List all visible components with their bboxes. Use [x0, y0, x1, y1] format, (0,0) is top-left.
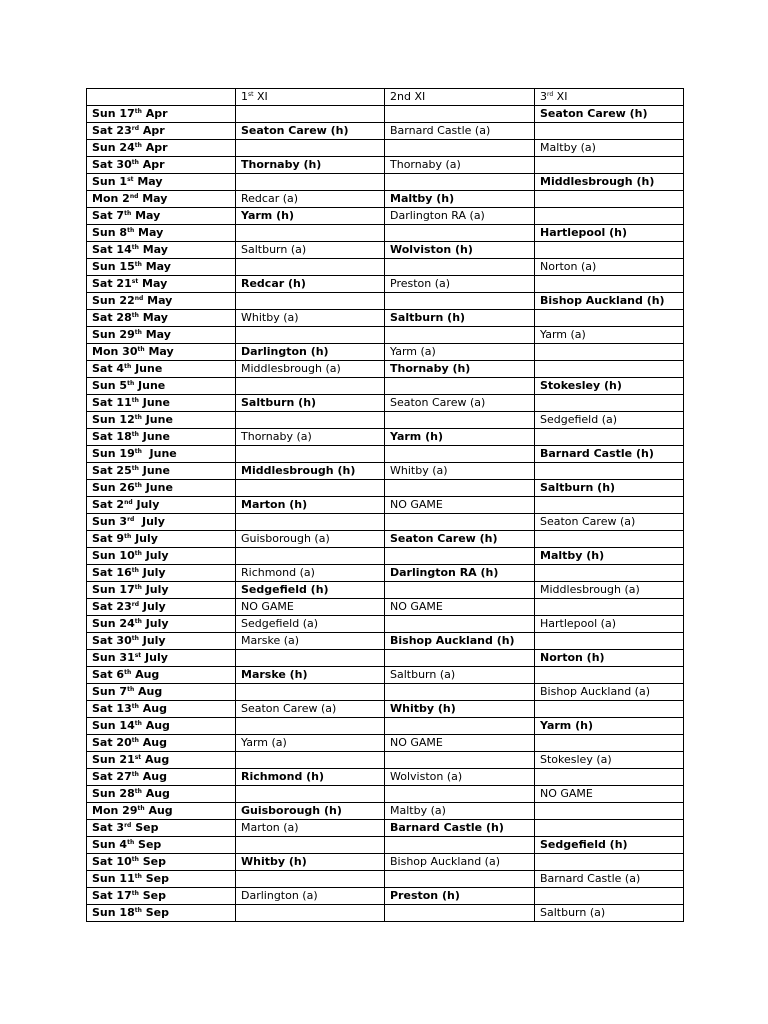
fixture-1st-xi: Whitby (h) — [236, 854, 385, 871]
fixture-3rd-xi — [535, 803, 684, 820]
fixture-2nd-xi — [385, 106, 535, 123]
fixture-1st-xi — [236, 786, 385, 803]
fixture-1st-xi: Marton (h) — [236, 497, 385, 514]
fixture-1st-xi: Thornaby (a) — [236, 429, 385, 446]
fixture-date: Sun 4th Sep — [87, 837, 236, 854]
fixture-date: Sun 8th May — [87, 225, 236, 242]
fixture-1st-xi — [236, 293, 385, 310]
fixture-1st-xi — [236, 650, 385, 667]
fixture-1st-xi: Guisborough (a) — [236, 531, 385, 548]
fixture-date: Sun 24th Apr — [87, 140, 236, 157]
fixture-2nd-xi: Darlington RA (a) — [385, 208, 535, 225]
fixture-2nd-xi: Whitby (a) — [385, 463, 535, 480]
fixture-1st-xi — [236, 837, 385, 854]
fixture-2nd-xi: Preston (h) — [385, 888, 535, 905]
fixture-date: Sun 15th May — [87, 259, 236, 276]
table-row — [87, 684, 684, 701]
table-row — [87, 565, 684, 582]
fixture-1st-xi: Darlington (a) — [236, 888, 385, 905]
fixture-3rd-xi — [535, 769, 684, 786]
fixture-3rd-xi — [535, 208, 684, 225]
fixture-2nd-xi: Wolviston (a) — [385, 769, 535, 786]
fixture-2nd-xi — [385, 905, 535, 922]
fixture-date: Sun 7th Aug — [87, 684, 236, 701]
table-row — [87, 786, 684, 803]
fixture-date: Sat 28th May — [87, 310, 236, 327]
fixture-date: Sun 29th May — [87, 327, 236, 344]
fixture-date: Sun 19th June — [87, 446, 236, 463]
fixture-2nd-xi: NO GAME — [385, 599, 535, 616]
fixture-1st-xi: Darlington (h) — [236, 344, 385, 361]
fixture-date: Sat 11th June — [87, 395, 236, 412]
fixture-3rd-xi — [535, 310, 684, 327]
table-row — [87, 769, 684, 786]
fixture-1st-xi — [236, 905, 385, 922]
table-row — [87, 242, 684, 259]
fixture-3rd-xi: Yarm (a) — [535, 327, 684, 344]
table-row — [87, 157, 684, 174]
fixture-date: Sat 16th July — [87, 565, 236, 582]
fixture-3rd-xi: Bishop Auckland (h) — [535, 293, 684, 310]
header-date — [87, 89, 236, 106]
fixture-date: Mon 30th May — [87, 344, 236, 361]
fixture-2nd-xi: Thornaby (h) — [385, 361, 535, 378]
fixture-2nd-xi — [385, 718, 535, 735]
table-row — [87, 327, 684, 344]
fixture-body — [87, 106, 684, 922]
table-row — [87, 820, 684, 837]
fixture-3rd-xi — [535, 701, 684, 718]
fixture-3rd-xi: Saltburn (h) — [535, 480, 684, 497]
fixture-3rd-xi — [535, 242, 684, 259]
fixture-date: Sat 17th Sep — [87, 888, 236, 905]
fixture-2nd-xi: Barnard Castle (h) — [385, 820, 535, 837]
table-row — [87, 888, 684, 905]
fixture-1st-xi — [236, 752, 385, 769]
fixture-1st-xi: Marske (h) — [236, 667, 385, 684]
fixture-3rd-xi — [535, 123, 684, 140]
fixture-2nd-xi: Bishop Auckland (a) — [385, 854, 535, 871]
fixture-3rd-xi: Hartlepool (a) — [535, 616, 684, 633]
table-row — [87, 395, 684, 412]
table-row — [87, 871, 684, 888]
fixture-date: Sat 30th Apr — [87, 157, 236, 174]
table-row — [87, 140, 684, 157]
fixture-3rd-xi — [535, 344, 684, 361]
fixture-2nd-xi — [385, 514, 535, 531]
fixture-date: Sat 20th Aug — [87, 735, 236, 752]
fixture-date: Sun 24th July — [87, 616, 236, 633]
table-row — [87, 548, 684, 565]
fixture-date: Sun 31st July — [87, 650, 236, 667]
fixture-1st-xi — [236, 259, 385, 276]
fixture-1st-xi: Middlesbrough (h) — [236, 463, 385, 480]
table-row — [87, 837, 684, 854]
fixture-3rd-xi — [535, 361, 684, 378]
table-row — [87, 599, 684, 616]
fixture-3rd-xi: NO GAME — [535, 786, 684, 803]
header-3rd-xi: 3rd XI — [535, 89, 684, 106]
table-row — [87, 480, 684, 497]
table-row — [87, 701, 684, 718]
fixture-date: Sun 3rd July — [87, 514, 236, 531]
fixture-2nd-xi — [385, 684, 535, 701]
fixture-date: Sat 2nd July — [87, 497, 236, 514]
fixture-2nd-xi: Seaton Carew (a) — [385, 395, 535, 412]
fixture-1st-xi — [236, 327, 385, 344]
table-row — [87, 378, 684, 395]
table-row — [87, 514, 684, 531]
fixture-2nd-xi — [385, 752, 535, 769]
fixture-1st-xi: Saltburn (a) — [236, 242, 385, 259]
fixture-date: Sun 28th Aug — [87, 786, 236, 803]
table-row — [87, 208, 684, 225]
fixture-3rd-xi — [535, 463, 684, 480]
fixture-1st-xi: Redcar (a) — [236, 191, 385, 208]
fixture-1st-xi — [236, 106, 385, 123]
fixture-1st-xi: Guisborough (h) — [236, 803, 385, 820]
fixture-2nd-xi — [385, 259, 535, 276]
fixture-3rd-xi — [535, 157, 684, 174]
fixture-2nd-xi: Yarm (a) — [385, 344, 535, 361]
fixture-2nd-xi: NO GAME — [385, 735, 535, 752]
fixture-2nd-xi: Yarm (h) — [385, 429, 535, 446]
fixture-1st-xi — [236, 140, 385, 157]
fixture-date: Sat 21st May — [87, 276, 236, 293]
fixture-2nd-xi — [385, 225, 535, 242]
table-row — [87, 429, 684, 446]
table-row — [87, 718, 684, 735]
fixture-1st-xi — [236, 174, 385, 191]
fixture-3rd-xi: Middlesbrough (a) — [535, 582, 684, 599]
fixture-1st-xi: Redcar (h) — [236, 276, 385, 293]
fixture-3rd-xi: Barnard Castle (a) — [535, 871, 684, 888]
fixture-2nd-xi: Bishop Auckland (h) — [385, 633, 535, 650]
fixture-3rd-xi — [535, 820, 684, 837]
fixture-2nd-xi — [385, 293, 535, 310]
fixture-3rd-xi — [535, 429, 684, 446]
table-row — [87, 582, 684, 599]
table-row — [87, 191, 684, 208]
fixture-3rd-xi — [535, 667, 684, 684]
fixture-3rd-xi: Stokesley (a) — [535, 752, 684, 769]
fixture-3rd-xi: Maltby (h) — [535, 548, 684, 565]
fixture-3rd-xi: Saltburn (a) — [535, 905, 684, 922]
fixture-date: Sun 21st Aug — [87, 752, 236, 769]
fixture-1st-xi — [236, 684, 385, 701]
fixture-1st-xi — [236, 718, 385, 735]
fixture-1st-xi — [236, 871, 385, 888]
fixture-3rd-xi: Sedgefield (a) — [535, 412, 684, 429]
fixture-2nd-xi: Darlington RA (h) — [385, 565, 535, 582]
fixture-2nd-xi: Maltby (a) — [385, 803, 535, 820]
fixture-date: Sat 18th June — [87, 429, 236, 446]
fixture-3rd-xi — [535, 497, 684, 514]
fixture-2nd-xi: NO GAME — [385, 497, 535, 514]
fixture-date: Sun 12th June — [87, 412, 236, 429]
fixture-2nd-xi: Preston (a) — [385, 276, 535, 293]
fixture-2nd-xi — [385, 650, 535, 667]
fixture-1st-xi — [236, 446, 385, 463]
fixture-2nd-xi — [385, 582, 535, 599]
fixture-3rd-xi: Barnard Castle (h) — [535, 446, 684, 463]
fixture-3rd-xi — [535, 888, 684, 905]
fixture-3rd-xi — [535, 599, 684, 616]
fixture-1st-xi: Saltburn (h) — [236, 395, 385, 412]
header-row — [87, 89, 684, 106]
fixture-date: Sat 10th Sep — [87, 854, 236, 871]
fixture-2nd-xi: Saltburn (a) — [385, 667, 535, 684]
fixture-1st-xi — [236, 514, 385, 531]
table-row — [87, 633, 684, 650]
fixture-1st-xi: Middlesbrough (a) — [236, 361, 385, 378]
fixture-date: Sun 11th Sep — [87, 871, 236, 888]
table-row — [87, 344, 684, 361]
table-row — [87, 463, 684, 480]
fixture-date: Sun 22nd May — [87, 293, 236, 310]
fixture-1st-xi: Seaton Carew (h) — [236, 123, 385, 140]
fixture-1st-xi: Whitby (a) — [236, 310, 385, 327]
fixture-1st-xi — [236, 548, 385, 565]
fixture-2nd-xi — [385, 412, 535, 429]
fixture-1st-xi: Sedgefield (a) — [236, 616, 385, 633]
table-row — [87, 310, 684, 327]
fixture-1st-xi — [236, 412, 385, 429]
table-row — [87, 276, 684, 293]
fixture-3rd-xi — [535, 735, 684, 752]
fixture-date: Sat 9th July — [87, 531, 236, 548]
fixture-1st-xi — [236, 378, 385, 395]
fixture-2nd-xi — [385, 548, 535, 565]
fixture-date: Sat 25th June — [87, 463, 236, 480]
table-row — [87, 752, 684, 769]
fixture-3rd-xi — [535, 531, 684, 548]
fixture-3rd-xi — [535, 395, 684, 412]
table-row — [87, 905, 684, 922]
fixture-2nd-xi: Thornaby (a) — [385, 157, 535, 174]
fixture-1st-xi: Seaton Carew (a) — [236, 701, 385, 718]
table-row — [87, 531, 684, 548]
table-row — [87, 616, 684, 633]
fixture-2nd-xi — [385, 871, 535, 888]
fixture-2nd-xi: Saltburn (h) — [385, 310, 535, 327]
fixture-date: Sat 6th Aug — [87, 667, 236, 684]
fixture-3rd-xi — [535, 276, 684, 293]
fixture-2nd-xi — [385, 140, 535, 157]
table-row — [87, 446, 684, 463]
fixture-2nd-xi: Barnard Castle (a) — [385, 123, 535, 140]
fixture-3rd-xi: Middlesbrough (h) — [535, 174, 684, 191]
fixture-1st-xi: Thornaby (h) — [236, 157, 385, 174]
fixture-date: Sat 4th June — [87, 361, 236, 378]
table-row — [87, 735, 684, 752]
table-row — [87, 225, 684, 242]
fixture-2nd-xi: Whitby (h) — [385, 701, 535, 718]
fixture-2nd-xi — [385, 616, 535, 633]
fixture-3rd-xi — [535, 565, 684, 582]
fixture-date: Sat 23rd July — [87, 599, 236, 616]
fixture-2nd-xi — [385, 786, 535, 803]
header-2nd-xi: 2nd XI — [385, 89, 535, 106]
table-row — [87, 854, 684, 871]
fixture-3rd-xi: Stokesley (h) — [535, 378, 684, 395]
fixture-3rd-xi: Maltby (a) — [535, 140, 684, 157]
table-row — [87, 412, 684, 429]
fixture-1st-xi: Marske (a) — [236, 633, 385, 650]
table-row — [87, 650, 684, 667]
fixture-date: Mon 2nd May — [87, 191, 236, 208]
fixture-2nd-xi — [385, 378, 535, 395]
fixture-date: Sun 18th Sep — [87, 905, 236, 922]
table-row — [87, 123, 684, 140]
table-row — [87, 803, 684, 820]
fixture-1st-xi: NO GAME — [236, 599, 385, 616]
fixture-1st-xi: Sedgefield (h) — [236, 582, 385, 599]
fixture-date: Sat 27th Aug — [87, 769, 236, 786]
fixture-date: Sun 5th June — [87, 378, 236, 395]
table-row — [87, 293, 684, 310]
fixture-2nd-xi: Seaton Carew (h) — [385, 531, 535, 548]
fixture-3rd-xi — [535, 633, 684, 650]
fixture-1st-xi: Richmond (a) — [236, 565, 385, 582]
fixture-3rd-xi: Norton (h) — [535, 650, 684, 667]
table-row — [87, 106, 684, 123]
fixture-2nd-xi — [385, 837, 535, 854]
fixture-date: Sun 1st May — [87, 174, 236, 191]
fixture-date: Sun 17th Apr — [87, 106, 236, 123]
fixture-3rd-xi: Yarm (h) — [535, 718, 684, 735]
table-row — [87, 361, 684, 378]
fixture-2nd-xi — [385, 174, 535, 191]
fixture-date: Sat 30th July — [87, 633, 236, 650]
fixture-1st-xi: Marton (a) — [236, 820, 385, 837]
fixture-3rd-xi: Hartlepool (h) — [535, 225, 684, 242]
fixture-3rd-xi: Seaton Carew (h) — [535, 106, 684, 123]
fixture-date: Sat 3rd Sep — [87, 820, 236, 837]
fixture-2nd-xi — [385, 327, 535, 344]
fixture-1st-xi: Yarm (h) — [236, 208, 385, 225]
fixture-date: Sun 10th July — [87, 548, 236, 565]
fixture-3rd-xi — [535, 191, 684, 208]
fixture-3rd-xi: Sedgefield (h) — [535, 837, 684, 854]
table-row — [87, 497, 684, 514]
fixture-date: Sun 14th Aug — [87, 718, 236, 735]
table-row — [87, 259, 684, 276]
fixture-1st-xi — [236, 480, 385, 497]
fixture-2nd-xi — [385, 480, 535, 497]
fixture-1st-xi: Richmond (h) — [236, 769, 385, 786]
fixture-date: Sat 23rd Apr — [87, 123, 236, 140]
fixture-3rd-xi: Bishop Auckland (a) — [535, 684, 684, 701]
fixture-1st-xi — [236, 225, 385, 242]
fixture-date: Sat 14th May — [87, 242, 236, 259]
table-row — [87, 174, 684, 191]
fixture-3rd-xi: Norton (a) — [535, 259, 684, 276]
fixture-date: Sat 7th May — [87, 208, 236, 225]
fixture-date: Mon 29th Aug — [87, 803, 236, 820]
fixture-2nd-xi: Wolviston (h) — [385, 242, 535, 259]
fixture-1st-xi: Yarm (a) — [236, 735, 385, 752]
table-row — [87, 667, 684, 684]
fixture-2nd-xi — [385, 446, 535, 463]
fixture-2nd-xi: Maltby (h) — [385, 191, 535, 208]
fixture-3rd-xi — [535, 854, 684, 871]
header-1st-xi: 1st XI — [236, 89, 385, 106]
fixture-3rd-xi: Seaton Carew (a) — [535, 514, 684, 531]
fixtures-table — [86, 88, 684, 922]
fixture-date: Sat 13th Aug — [87, 701, 236, 718]
fixture-date: Sun 26th June — [87, 480, 236, 497]
fixture-date: Sun 17th July — [87, 582, 236, 599]
